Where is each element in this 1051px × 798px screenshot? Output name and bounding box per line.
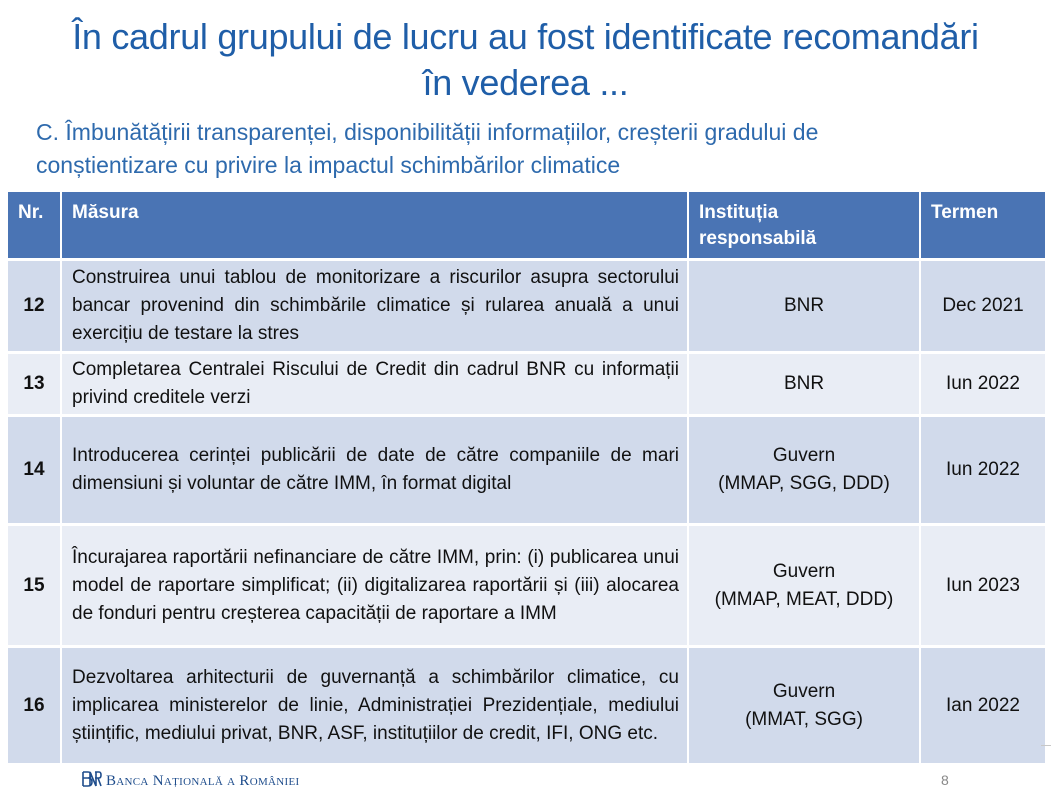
row-term: Iun 2023 (920, 525, 1045, 647)
header-term: Termen (920, 192, 1045, 260)
row-institution-line-1: BNR (783, 295, 825, 316)
row-institution (688, 353, 920, 416)
row-nr: 14 (8, 416, 61, 525)
row-term: Iun 2022 (920, 416, 1045, 525)
row-nr: 13 (8, 353, 61, 416)
row-nr: 16 (8, 647, 61, 765)
row-measure: Introducerea cerinței publicării de date de către companiile de mari dimensiuni și voluntar de către IMM, în format digital (61, 416, 688, 525)
slide-subtitle-line-2: conștientizare cu privire la impactul schimbărilor climatice (36, 152, 621, 178)
bnr-footer-logo (80, 768, 299, 795)
table-row (8, 647, 1045, 765)
table-row (8, 525, 1045, 647)
row-institution (688, 525, 920, 647)
row-institution-line-1: Guvern (772, 560, 836, 582)
row-measure: Completarea Centralei Riscului de Credit din cadrul BNR cu informații privind creditele verzi (61, 353, 688, 416)
slide-subtitle-line-1: C. Îmbunătățirii transparenței, disponibilității informațiilor, creșterii gradului de (36, 119, 819, 145)
row-institution-line-2: (MMAT, SGG) (745, 708, 863, 730)
header-measure: Măsura (61, 192, 688, 260)
row-institution-line-2: (MMAP, SGG, DDD) (718, 473, 890, 494)
slide-subtitle (36, 116, 1036, 182)
row-institution (688, 260, 920, 353)
header-institution-line-2: responsabilă (699, 228, 817, 249)
page-number: 8 (941, 772, 949, 788)
row-measure: Construirea unui tablou de monitorizare a riscurilor asupra sectorului bancar provenind din schimbările climatice și rularea anuală a unui exercițiu de testare la stres (61, 260, 688, 353)
row-institution-line-1: Guvern (772, 680, 836, 702)
row-term: Ian 2022 (920, 647, 1045, 765)
row-nr: 12 (8, 260, 61, 353)
row-measure: Dezvoltarea arhitecturii de guvernanță a schimbărilor climatice, cu implicarea ministerelor de linie, Administrației Prezidențiale, mediului științific, mediului privat, BNR, ASF, instituțiilor de credit, IFI, ONG etc. (61, 647, 688, 765)
header-nr: Nr. (8, 192, 61, 260)
row-institution (688, 416, 920, 525)
bank-name: Banca Națională a României (106, 773, 300, 789)
row-institution-line-1: Guvern (772, 445, 836, 466)
row-term: Iun 2022 (920, 353, 1045, 416)
slide-title (0, 14, 1051, 106)
table-row (8, 260, 1045, 353)
measures-table (8, 192, 1045, 766)
header-institution (688, 192, 920, 260)
row-nr: 15 (8, 525, 61, 647)
row-institution (688, 647, 920, 765)
table-row (8, 353, 1045, 416)
row-institution-line-1: BNR (783, 373, 825, 394)
slide-title-line-1: În cadrul grupului de lucru au fost identificate recomandări (72, 16, 979, 57)
table-header-row (8, 192, 1045, 260)
header-institution-line-1: Instituția (699, 202, 779, 223)
row-measure: Încurajarea raportării nefinanciare de către IMM, prin: (i) publicarea unui model de raportare simplificat; (ii) digitalizarea raportării și (iii) alocarea de fonduri pentru creșterea capacității de raportare a IMM (61, 525, 688, 647)
table-row (8, 416, 1045, 525)
edge-divider (1041, 745, 1051, 746)
slide-title-line-2: în vederea ... (422, 62, 629, 103)
row-term: Dec 2021 (920, 260, 1045, 353)
row-institution-line-2: (MMAP, MEAT, DDD) (714, 588, 894, 610)
bnr-monogram-icon (80, 768, 106, 795)
